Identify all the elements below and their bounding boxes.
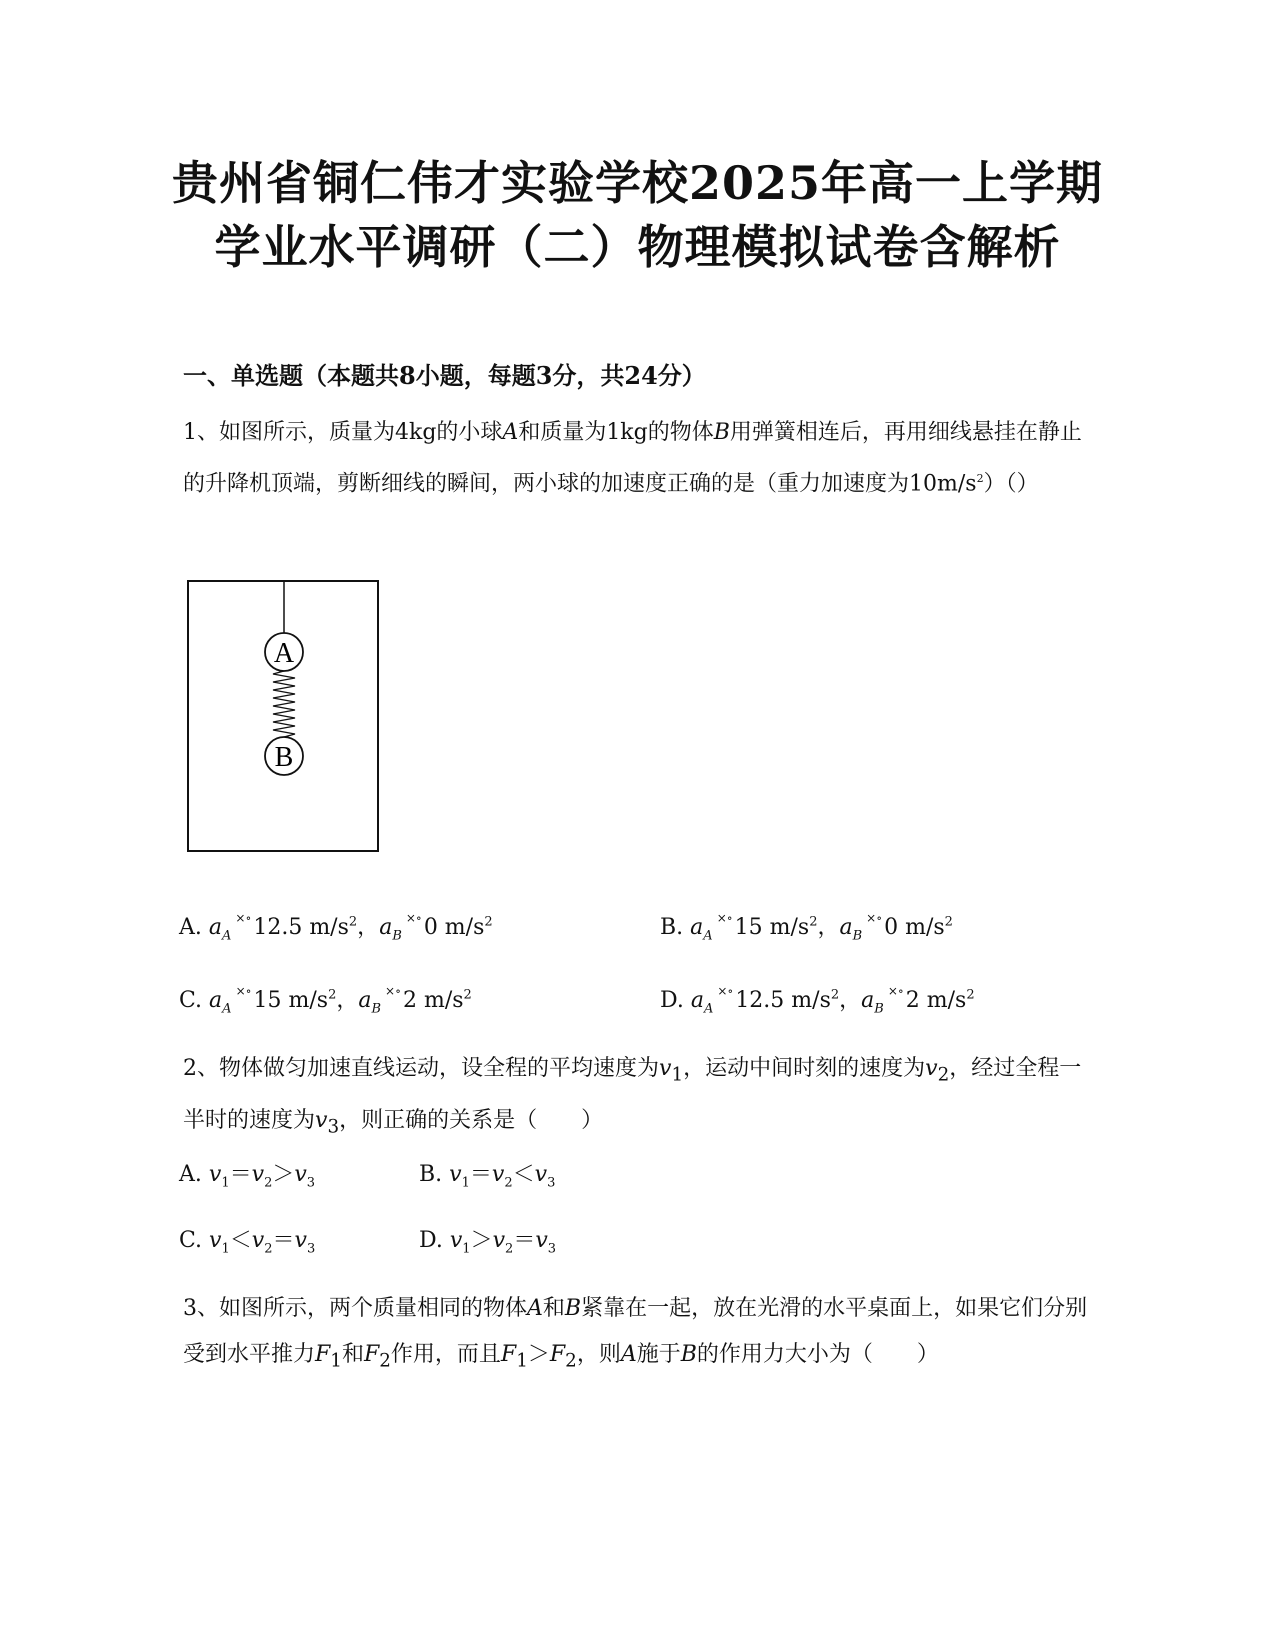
question-1-text: 1、如图所示，质量为4kg的小球A和质量为1kg的物体B用弹簧相连后，再用细线悬挂在静止的升降机顶端，剪断细线的瞬间，两小球的加速度正确的是（重力加速度为$10m/s^2)()$ bbox=[183, 420, 1082, 497]
question-2-text: 2、物体做匀加速直线运动，设全程的平均速度为$v_1$，运动中间时刻的速度为$v_2$，经过全程一半时的速度为$v_3$，则正确的关系是（ ） bbox=[183, 1056, 1082, 1138]
document-title-line1: 贵州省铜仁伟才实验学校2025年高一上学期 bbox=[171, 156, 1104, 210]
q1-option-d[interactable]: D. $a_A^{\times\circ}12.5$ $m/s^2$，$a_B^{\times\circ}2$ $m/s^2$ bbox=[660, 984, 975, 1017]
elevator-spring-figure bbox=[185, 578, 385, 858]
q2-option-b[interactable]: B. $v_1=v_2<v_3$ bbox=[419, 1162, 556, 1191]
q1-option-a[interactable]: A. $a_A^{\times\circ}12.5$ $m/s^2$，$a_B^{\times\circ}0$ $m/s^2$ bbox=[179, 911, 493, 944]
question-3-text: 3、如图所示，两个质量相同的物体A和B紧靠在一起，放在光滑的水平桌面上，如果它们分别受到水平推力$F_1$和$F_2$作用，而且$F_1>F_2$，则A施于B的作用力大小为（ ） bbox=[183, 1296, 1088, 1372]
ball-b-label: B bbox=[274, 742, 294, 773]
q2-option-a[interactable]: A. $v_1=v_2>v_3$ bbox=[179, 1162, 316, 1191]
spring bbox=[273, 671, 295, 737]
q1-option-c[interactable]: C. $a_A^{\times\circ}15$ $m/s^2$，$a_B^{\times\circ}2$ $m/s^2$ bbox=[179, 984, 472, 1017]
q2-option-c[interactable]: C. $v_1<v_2=v_3$ bbox=[179, 1228, 316, 1257]
section-heading: 一、单选题（本题共8小题，每题3分，共24分） bbox=[183, 361, 706, 390]
q2-option-d[interactable]: D. $v_1>v_2=v_3$ bbox=[419, 1228, 557, 1257]
ball-a-label: A bbox=[273, 638, 295, 669]
document-title-line2: 学业水平调研（二）物理模拟试卷含解析 bbox=[214, 220, 1061, 274]
q1-option-b[interactable]: B. $a_A^{\times\circ}15$ $m/s^2$，$a_B^{\times\circ}0$ $m/s^2$ bbox=[660, 911, 953, 944]
